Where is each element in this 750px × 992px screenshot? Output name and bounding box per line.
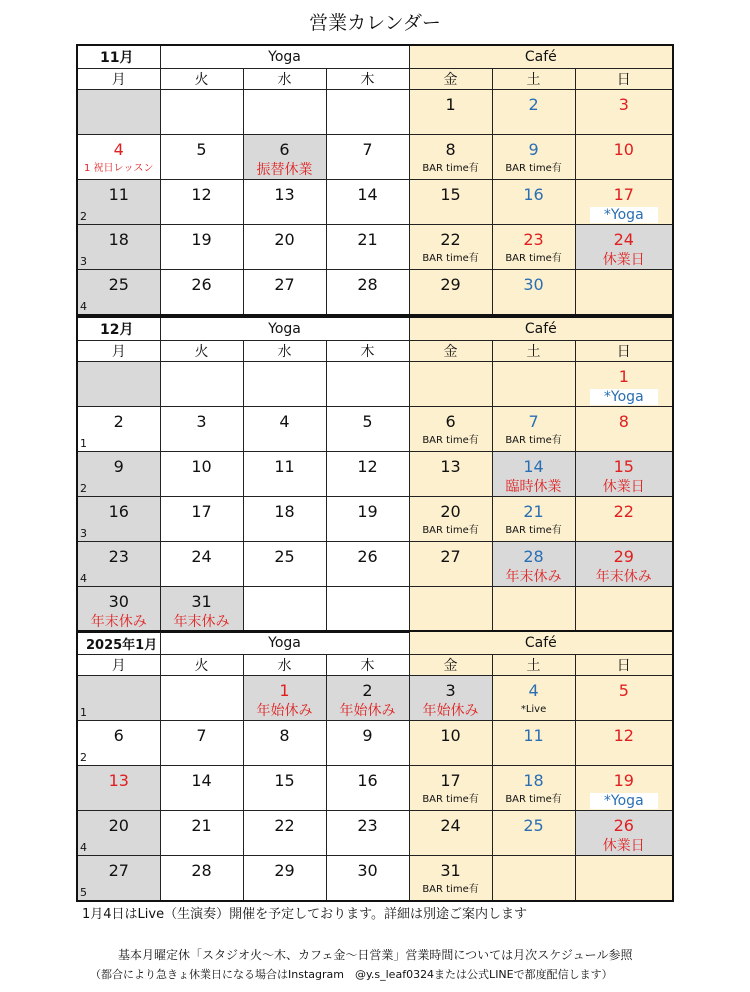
day-number: 19 xyxy=(357,502,378,521)
weekday-header: 日 xyxy=(575,69,673,90)
day-number: 26 xyxy=(191,275,212,294)
weekday-header: 土 xyxy=(492,69,575,90)
day-cell xyxy=(326,407,409,452)
day-cell xyxy=(243,587,326,633)
week-row xyxy=(77,135,673,180)
day-cell xyxy=(77,90,160,135)
yoga-tag: *Yoga xyxy=(590,793,658,809)
day-number: 30 xyxy=(357,861,378,880)
yoga-tag: *Yoga xyxy=(590,389,658,405)
day-number: 16 xyxy=(523,185,544,204)
month-table xyxy=(76,316,674,633)
day-note: BAR time有 xyxy=(505,253,562,264)
day-cell xyxy=(409,721,492,766)
day-number: 30 xyxy=(523,275,544,294)
day-cell xyxy=(243,225,326,270)
day-note: BAR time有 xyxy=(422,435,479,446)
day-cell xyxy=(77,721,160,766)
day-cell xyxy=(243,180,326,225)
day-cell xyxy=(77,856,160,902)
day-cell xyxy=(160,811,243,856)
day-number: 22 xyxy=(440,230,461,249)
day-number: 13 xyxy=(440,457,461,476)
day-cell xyxy=(160,452,243,497)
day-cell xyxy=(77,811,160,856)
day-note: BAR time有 xyxy=(422,525,479,536)
day-cell xyxy=(77,676,160,721)
day-note: BAR time有 xyxy=(505,525,562,536)
day-note: BAR time有 xyxy=(422,253,479,264)
day-number: 5 xyxy=(618,681,629,700)
week-number: 5 xyxy=(80,886,87,899)
day-number: 15 xyxy=(613,457,634,476)
month-label: 12月 xyxy=(77,317,160,341)
day-number: 27 xyxy=(274,275,295,294)
cafe-section-label: Café xyxy=(409,45,673,69)
month-table xyxy=(76,630,674,902)
day-number: 8 xyxy=(618,412,629,431)
day-number: 28 xyxy=(523,547,544,566)
day-number: 31 xyxy=(191,592,212,611)
day-note: 年始休み xyxy=(422,703,479,719)
day-note xyxy=(576,207,673,223)
day-note: 年始休み xyxy=(256,703,313,719)
day-cell xyxy=(492,362,575,407)
day-number: 15 xyxy=(274,771,295,790)
day-number: 4 xyxy=(113,140,124,159)
day-cell xyxy=(409,542,492,587)
day-cell xyxy=(492,452,575,497)
day-number: 14 xyxy=(523,457,544,476)
day-cell xyxy=(243,856,326,902)
day-cell xyxy=(575,452,673,497)
week-number: 1 xyxy=(80,437,87,450)
day-cell xyxy=(160,135,243,180)
day-number: 27 xyxy=(440,547,461,566)
day-number: 4 xyxy=(528,681,539,700)
weekday-header: 火 xyxy=(160,341,243,362)
day-cell xyxy=(326,676,409,721)
weekday-header: 水 xyxy=(243,69,326,90)
day-cell xyxy=(409,225,492,270)
day-cell xyxy=(492,497,575,542)
day-cell xyxy=(575,766,673,811)
day-number: 2 xyxy=(528,95,539,114)
day-number: 11 xyxy=(274,457,295,476)
day-number: 1 xyxy=(618,367,629,386)
day-number: 23 xyxy=(523,230,544,249)
month-label: 11月 xyxy=(77,45,160,69)
day-number: 20 xyxy=(440,502,461,521)
day-number: 17 xyxy=(613,185,634,204)
day-cell xyxy=(575,721,673,766)
day-cell xyxy=(160,225,243,270)
day-number: 14 xyxy=(191,771,212,790)
day-cell xyxy=(575,676,673,721)
weekday-header: 土 xyxy=(492,655,575,676)
day-number: 19 xyxy=(613,771,634,790)
day-cell xyxy=(243,542,326,587)
day-number: 2 xyxy=(113,412,124,431)
day-cell xyxy=(326,362,409,407)
weekday-header: 月 xyxy=(77,69,160,90)
weekday-header: 月 xyxy=(77,655,160,676)
day-number: 11 xyxy=(108,185,129,204)
day-number: 16 xyxy=(357,771,378,790)
day-cell xyxy=(326,542,409,587)
week-number: 4 xyxy=(80,572,87,585)
weekday-header: 金 xyxy=(409,341,492,362)
day-cell xyxy=(160,407,243,452)
day-number: 5 xyxy=(196,140,207,159)
day-number: 26 xyxy=(357,547,378,566)
day-cell xyxy=(575,225,673,270)
weekday-header: 木 xyxy=(326,341,409,362)
day-note xyxy=(576,793,673,809)
day-cell xyxy=(326,225,409,270)
day-number: 7 xyxy=(362,140,373,159)
day-cell xyxy=(326,270,409,316)
day-cell xyxy=(575,542,673,587)
week-row xyxy=(77,497,673,542)
day-cell xyxy=(492,542,575,587)
day-number: 20 xyxy=(108,816,129,835)
day-cell xyxy=(409,856,492,902)
day-cell xyxy=(575,270,673,316)
day-number: 7 xyxy=(528,412,539,431)
day-number: 17 xyxy=(191,502,212,521)
week-row xyxy=(77,225,673,270)
weekday-header: 金 xyxy=(409,655,492,676)
day-number: 20 xyxy=(274,230,295,249)
day-cell xyxy=(243,811,326,856)
day-number: 23 xyxy=(108,547,129,566)
weekday-header: 日 xyxy=(575,655,673,676)
day-note: 年末休み xyxy=(505,569,562,585)
business-hours-note: 基本月曜定休「スタジオ火～木、カフェ金～日営業」営業時間については月次スケジュール参照 xyxy=(118,948,633,962)
day-cell xyxy=(77,135,160,180)
day-cell xyxy=(575,90,673,135)
week-number: 4 xyxy=(80,841,87,854)
day-cell xyxy=(160,676,243,721)
day-number: 29 xyxy=(274,861,295,880)
day-number: 9 xyxy=(362,726,373,745)
day-cell xyxy=(77,270,160,316)
day-cell xyxy=(409,676,492,721)
week-row xyxy=(77,721,673,766)
day-number: 15 xyxy=(440,185,461,204)
day-cell xyxy=(160,90,243,135)
day-cell xyxy=(243,270,326,316)
week-row xyxy=(77,362,673,407)
day-number: 19 xyxy=(191,230,212,249)
day-number: 1 xyxy=(279,681,290,700)
day-number: 6 xyxy=(113,726,124,745)
cafe-section-label: Café xyxy=(409,631,673,655)
day-note: BAR time有 xyxy=(505,163,562,174)
week-number: 2 xyxy=(80,482,87,495)
day-cell xyxy=(409,452,492,497)
week-number: 4 xyxy=(80,300,87,313)
day-note: 年末休み xyxy=(90,614,147,630)
day-cell xyxy=(77,452,160,497)
day-number: 17 xyxy=(440,771,461,790)
weekday-header: 水 xyxy=(243,655,326,676)
day-cell xyxy=(77,225,160,270)
day-cell xyxy=(243,497,326,542)
day-note: BAR time有 xyxy=(422,163,479,174)
week-row xyxy=(77,766,673,811)
day-cell xyxy=(243,452,326,497)
day-cell xyxy=(326,135,409,180)
day-number: 28 xyxy=(191,861,212,880)
week-number: 3 xyxy=(80,255,87,268)
day-number: 12 xyxy=(613,726,634,745)
day-note: BAR time有 xyxy=(422,794,479,805)
day-cell xyxy=(326,90,409,135)
day-note: 休業日 xyxy=(602,838,645,854)
day-number: 6 xyxy=(445,412,456,431)
day-number: 25 xyxy=(523,816,544,835)
day-cell xyxy=(77,587,160,633)
day-cell xyxy=(77,362,160,407)
week-number: 2 xyxy=(80,210,87,223)
day-number: 10 xyxy=(613,140,634,159)
day-number: 12 xyxy=(191,185,212,204)
day-cell xyxy=(575,811,673,856)
day-cell xyxy=(77,180,160,225)
day-cell xyxy=(160,856,243,902)
day-cell xyxy=(492,856,575,902)
weekday-header: 日 xyxy=(575,341,673,362)
day-cell xyxy=(243,721,326,766)
day-cell xyxy=(243,676,326,721)
day-cell xyxy=(160,542,243,587)
day-number: 16 xyxy=(108,502,129,521)
weekday-header: 火 xyxy=(160,69,243,90)
week-row xyxy=(77,811,673,856)
day-cell xyxy=(492,135,575,180)
weekday-header: 火 xyxy=(160,655,243,676)
day-note xyxy=(576,389,673,405)
day-cell xyxy=(160,497,243,542)
weekday-header: 金 xyxy=(409,69,492,90)
day-cell xyxy=(492,721,575,766)
day-cell xyxy=(326,452,409,497)
weekday-header: 月 xyxy=(77,341,160,362)
day-note: 休業日 xyxy=(602,252,645,268)
day-number: 8 xyxy=(445,140,456,159)
day-cell xyxy=(243,362,326,407)
day-number: 5 xyxy=(362,412,373,431)
weekday-header: 土 xyxy=(492,341,575,362)
day-cell xyxy=(409,587,492,633)
week-row xyxy=(77,407,673,452)
day-cell xyxy=(326,856,409,902)
day-number: 13 xyxy=(274,185,295,204)
weekday-header: 木 xyxy=(326,655,409,676)
day-cell xyxy=(326,587,409,633)
day-number: 3 xyxy=(618,95,629,114)
page-title: 営業カレンダー xyxy=(309,12,441,34)
yoga-section-label: Yoga xyxy=(160,317,409,341)
day-number: 12 xyxy=(357,457,378,476)
day-number: 2 xyxy=(362,681,373,700)
day-number: 25 xyxy=(274,547,295,566)
yoga-section-label: Yoga xyxy=(160,45,409,69)
day-note: BAR time有 xyxy=(505,435,562,446)
day-cell xyxy=(77,542,160,587)
day-cell xyxy=(492,270,575,316)
day-number: 1 xyxy=(445,95,456,114)
month-label: 2025年1月 xyxy=(77,631,160,655)
day-number: 29 xyxy=(440,275,461,294)
day-cell xyxy=(77,766,160,811)
day-cell xyxy=(492,407,575,452)
week-row xyxy=(77,90,673,135)
day-note: 振替休業 xyxy=(256,162,313,178)
yoga-section-label: Yoga xyxy=(160,631,409,655)
day-number: 3 xyxy=(445,681,456,700)
day-cell xyxy=(409,497,492,542)
day-cell xyxy=(409,407,492,452)
cafe-section-label: Café xyxy=(409,317,673,341)
weekday-header: 木 xyxy=(326,69,409,90)
day-number: 18 xyxy=(274,502,295,521)
day-cell xyxy=(326,811,409,856)
week-number: 3 xyxy=(80,527,87,540)
day-note: BAR time有 xyxy=(505,794,562,805)
day-note: 年始休み xyxy=(339,703,396,719)
day-cell xyxy=(575,180,673,225)
day-cell xyxy=(409,766,492,811)
day-number: 6 xyxy=(279,140,290,159)
week-row xyxy=(77,856,673,902)
day-number: 10 xyxy=(440,726,461,745)
day-cell xyxy=(243,766,326,811)
day-cell xyxy=(160,180,243,225)
day-number: 8 xyxy=(279,726,290,745)
day-note: 1 祝日レッスン xyxy=(84,163,154,174)
week-row xyxy=(77,542,673,587)
day-number: 24 xyxy=(613,230,634,249)
day-number: 28 xyxy=(357,275,378,294)
day-note: 年末休み xyxy=(173,614,230,630)
day-cell xyxy=(160,587,243,633)
day-number: 18 xyxy=(523,771,544,790)
day-cell xyxy=(160,270,243,316)
week-row xyxy=(77,180,673,225)
weekday-header: 水 xyxy=(243,341,326,362)
day-number: 30 xyxy=(108,592,129,611)
day-number: 4 xyxy=(279,412,290,431)
day-cell xyxy=(409,180,492,225)
day-cell xyxy=(409,90,492,135)
day-number: 31 xyxy=(440,861,461,880)
week-number: 2 xyxy=(80,751,87,764)
week-row xyxy=(77,676,673,721)
day-cell xyxy=(575,407,673,452)
day-cell xyxy=(243,135,326,180)
day-number: 24 xyxy=(440,816,461,835)
day-cell xyxy=(492,811,575,856)
week-number: 1 xyxy=(80,706,87,719)
day-cell xyxy=(492,676,575,721)
day-number: 10 xyxy=(191,457,212,476)
day-cell xyxy=(492,587,575,633)
day-cell xyxy=(243,90,326,135)
day-cell xyxy=(77,497,160,542)
day-number: 25 xyxy=(108,275,129,294)
live-notice: 1月4日はLive（生演奏）開催を予定しております。詳細は別途ご案内します xyxy=(82,907,528,922)
day-number: 24 xyxy=(191,547,212,566)
day-cell xyxy=(326,497,409,542)
day-cell xyxy=(492,90,575,135)
day-number: 18 xyxy=(108,230,129,249)
day-note: 休業日 xyxy=(602,479,645,495)
week-row xyxy=(77,270,673,316)
day-cell xyxy=(575,587,673,633)
day-number: 22 xyxy=(274,816,295,835)
day-cell xyxy=(326,721,409,766)
day-note: 年末休み xyxy=(595,569,652,585)
day-number: 29 xyxy=(613,547,634,566)
week-row xyxy=(77,587,673,633)
day-cell xyxy=(575,497,673,542)
day-number: 22 xyxy=(613,502,634,521)
day-number: 13 xyxy=(108,771,129,790)
day-number: 3 xyxy=(196,412,207,431)
yoga-tag: *Yoga xyxy=(590,207,658,223)
day-cell xyxy=(575,362,673,407)
day-number: 21 xyxy=(357,230,378,249)
day-number: 27 xyxy=(108,861,129,880)
week-row xyxy=(77,452,673,497)
day-number: 14 xyxy=(357,185,378,204)
day-number: 11 xyxy=(523,726,544,745)
day-cell xyxy=(492,180,575,225)
day-number: 23 xyxy=(357,816,378,835)
day-cell xyxy=(326,766,409,811)
day-number: 9 xyxy=(113,457,124,476)
day-cell xyxy=(409,811,492,856)
closure-notice: （都合により急きょ休業日になる場合はInstagram @y.s_leaf0324または公式LINEで都度配信します） xyxy=(90,968,613,981)
day-cell xyxy=(326,180,409,225)
day-number: 7 xyxy=(196,726,207,745)
day-cell xyxy=(243,407,326,452)
day-number: 21 xyxy=(191,816,212,835)
day-cell xyxy=(492,766,575,811)
day-cell xyxy=(160,766,243,811)
day-cell xyxy=(77,407,160,452)
day-cell xyxy=(409,135,492,180)
day-cell xyxy=(409,270,492,316)
day-cell xyxy=(160,721,243,766)
day-cell xyxy=(409,362,492,407)
day-cell xyxy=(492,225,575,270)
day-number: 9 xyxy=(528,140,539,159)
day-note: BAR time有 xyxy=(422,884,479,895)
day-cell xyxy=(160,362,243,407)
day-number: 26 xyxy=(613,816,634,835)
day-note: *Live xyxy=(520,704,547,715)
month-table xyxy=(76,44,674,316)
day-note: 臨時休業 xyxy=(505,479,562,495)
day-number: 21 xyxy=(523,502,544,521)
day-cell xyxy=(575,856,673,902)
day-cell xyxy=(575,135,673,180)
